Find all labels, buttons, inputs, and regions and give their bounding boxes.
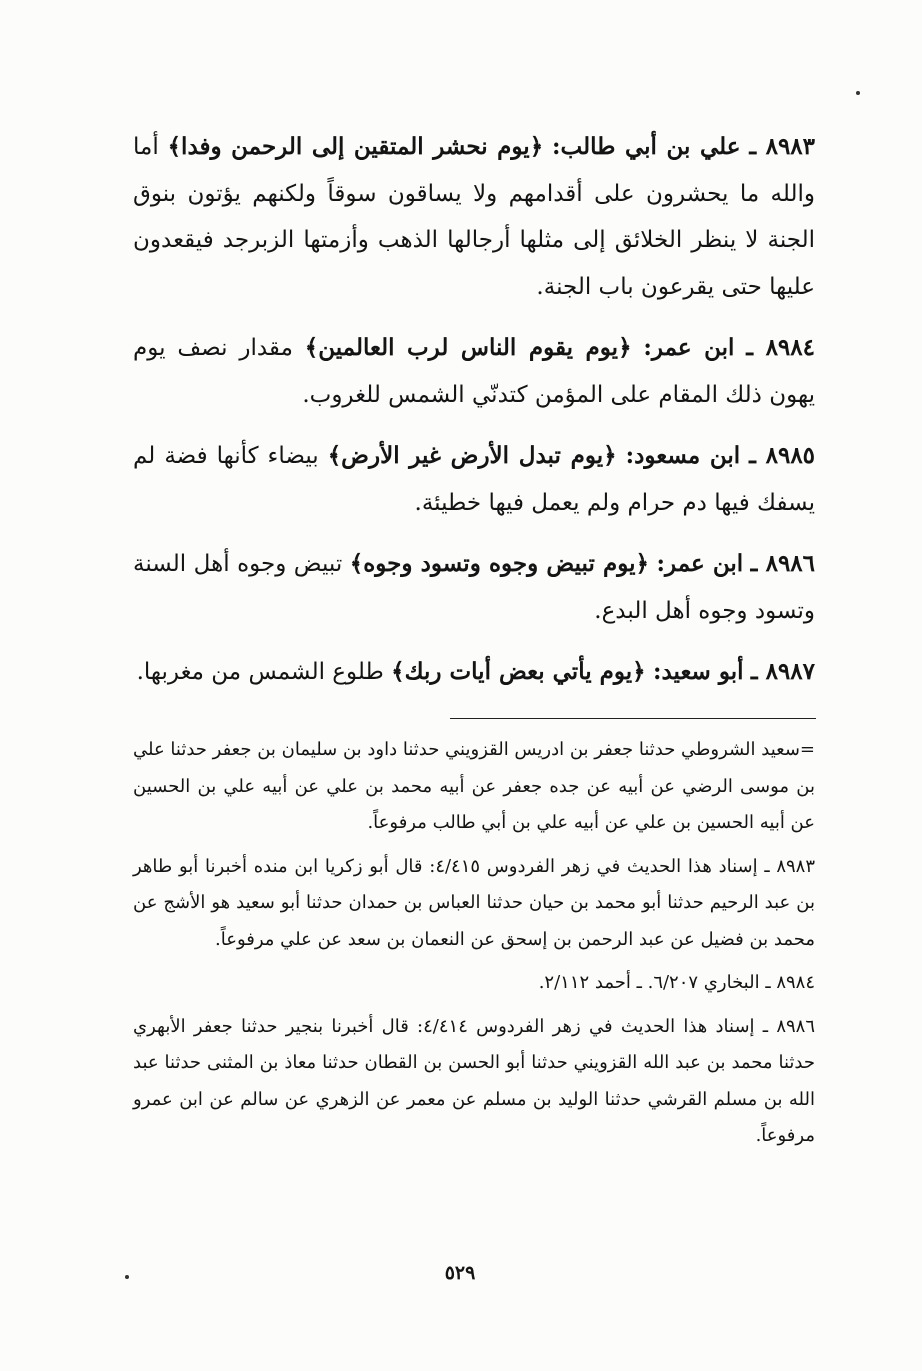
- footnotes: [133, 732, 815, 1162]
- scan-speck: [856, 91, 860, 95]
- footnote: ٨٩٨٦ ـ إسناد هذا الحديث في زهر الفردوس ٤/٤١٤: قال أخبرنا بنجير حدثنا جعفر الأبهري حدثنا محمد بن عبد الله القزويني حدثنا أبو الحسن بن القطان حدثنا معاذ بن المثنى حدثنا عبد الله بن مسلم القرشي حدثنا الوليد بن مسلم عن معمر عن الزهري عن سالم عن ابن عمرو مرفوعاً.: [133, 1015, 815, 1146]
- entry-ayah: ﴿يوم تبيض وجوه وتسود وجوه﴾: [349, 550, 650, 577]
- entry-ayah: ﴿يوم تبدل الأرض غير الأرض﴾: [327, 442, 617, 469]
- entry-number: ٨٩٨٤ ـ: [746, 334, 815, 361]
- entry-text: بيضاء كأنها فضة لم يسفك فيها دم حرام ولم يعمل فيها خطيئة.: [133, 443, 815, 516]
- entry-text: تبيض وجوه أهل السنة وتسود وجوه أهل البدع.: [133, 551, 815, 624]
- entry-number: ٨٩٨٣ ـ: [749, 133, 816, 160]
- footnote: ٨٩٨٣ ـ إسناد هذا الحديث في زهر الفردوس ٤/٤١٥: قال أبو زكريا ابن منده أخبرنا أبو طاهر بن عبد الرحيم حدثنا أبو محمد بن حيان حدثنا العباس بن حمدان حدثنا أبو سعيد هو الأشج عن محمد بن فضيل عن عبد الرحمن بن إسحق عن النعمان بن سعد عن علي مرفوعاً.: [133, 855, 816, 950]
- entry-text: مقدار نصف يوم يهون ذلك المقام على المؤمن كتدنّي الشمس للغروب.: [133, 335, 815, 408]
- entry-number: ٨٩٨٦ ـ: [750, 550, 816, 577]
- entry-number: ٨٩٨٧ ـ: [750, 658, 815, 685]
- main-text: [133, 124, 815, 711]
- entry-text: طلوع الشمس من مغربها.: [136, 659, 384, 685]
- entry-ayah: ﴿يوم يقوم الناس لرب العالمين﴾: [304, 334, 632, 361]
- footnote: =سعيد الشروطي حدثنا جعفر بن ادريس القزويني حدثنا داود بن سليمان بن جعفر حدثنا علي بن موسى الرضي عن أبيه عن جده جعفر عن أبيه محمد بن علي عن أبيه علي بن الحسين عن أبيه الحسين بن علي عن أبيه علي بن أبي طالب مرفوعاً.: [133, 739, 815, 833]
- scan-speck: [125, 1275, 129, 1279]
- entry-8987: [133, 649, 815, 696]
- entry-ayah: ﴿يوم يأتي بعض أيات ربك﴾: [391, 658, 646, 685]
- page-number: ٥٢٩: [444, 1262, 476, 1284]
- entry-text: أما والله ما يحشرون على أقدامهم ولا يساقون سوقاً ولكنهم يؤتون بنوق الجنة لا ينظر الخلائق إلى مثلها أرجالها الذهب وأزمتها الزبرجد فيقعدون عليها حتى يقرعون باب الجنة.: [133, 134, 815, 300]
- footnote: ٨٩٨٤ ـ البخاري ٦/٢٠٧. ـ أحمد ٢/١١٢.: [538, 972, 815, 993]
- entry-number: ٨٩٨٥ ـ: [749, 442, 816, 469]
- entry-narrator: أبو سعيد:: [652, 658, 744, 685]
- entry-8986: [133, 541, 815, 634]
- entry-8984: [133, 325, 815, 418]
- entry-narrator: ابن عمر:: [656, 550, 744, 577]
- entry-narrator: ابن مسعود:: [625, 442, 741, 469]
- entry-narrator: علي بن أبي طالب:: [552, 133, 741, 160]
- entry-ayah: ﴿يوم نحشر المتقين إلى الرحمن وفدا﴾: [167, 133, 544, 160]
- footnote-divider: [450, 718, 816, 719]
- entry-8985: [133, 433, 815, 526]
- entry-narrator: ابن عمر:: [643, 334, 735, 361]
- entry-8983: [133, 124, 815, 310]
